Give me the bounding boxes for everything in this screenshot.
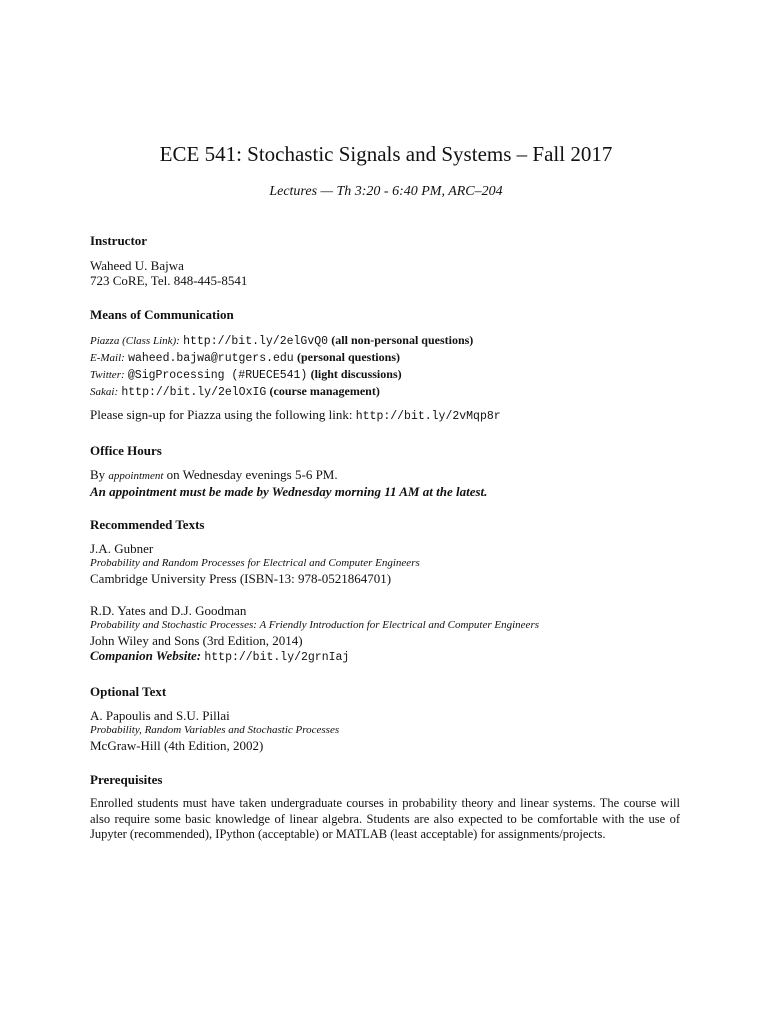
communication-heading: Means of Communication [90, 307, 234, 322]
book-title: Probability and Random Processes for Electrical and Computer Engineers [90, 557, 420, 569]
twitter-note: (light discussions) [310, 367, 402, 381]
book-authors: A. Papoulis and S.U. Pillai [90, 708, 230, 723]
book-publisher: Cambridge University Press (ISBN-13: 978-0521864701) [90, 571, 392, 586]
piazza-label: Piazza (Class Link): [90, 335, 180, 347]
piazza-link[interactable]: http://bit.ly/2elGvQ0 [183, 335, 329, 348]
book-publisher: McGraw-Hill (4th Edition, 2002) [90, 738, 264, 753]
optional-heading: Optional Text [90, 684, 167, 699]
book-yates-goodman [90, 603, 682, 665]
email-label: E-Mail: [90, 352, 125, 364]
recommended-section [90, 517, 682, 533]
book-gubner [90, 541, 682, 586]
appointment-deadline: An appointment must be made by Wednesday morning 11 AM at the latest. [90, 484, 488, 499]
office-hours-when: on Wednesday evenings 5-6 PM. [166, 467, 338, 482]
piazza-row [90, 332, 682, 349]
signup-text: Please sign-up for Piazza using the following link: [90, 407, 353, 422]
twitter-label: Twitter: [90, 369, 125, 381]
office-hours-by: By [90, 467, 106, 482]
instructor-info [90, 258, 682, 288]
companion-link[interactable]: http://bit.ly/2grnIaj [204, 651, 350, 664]
book-publisher: John Wiley and Sons (3rd Edition, 2014) [90, 633, 303, 648]
prerequisites-heading: Prerequisites [90, 772, 163, 787]
communication-section [90, 307, 682, 323]
office-hours-info [90, 467, 682, 499]
office-hours-heading: Office Hours [90, 443, 162, 458]
book-authors: J.A. Gubner [90, 541, 154, 556]
optional-section [90, 684, 682, 700]
sakai-note: (course management) [269, 384, 380, 398]
signup-link[interactable]: http://bit.ly/2vMqp8r [355, 410, 501, 423]
book-title: Probability, Random Variables and Stochastic Processes [90, 724, 340, 736]
sakai-row [90, 383, 682, 400]
prerequisites-section [90, 772, 682, 788]
piazza-signup [90, 407, 682, 424]
twitter-link[interactable]: @SigProcessing (#RUECE541) [127, 369, 308, 382]
recommended-heading: Recommended Texts [90, 517, 205, 532]
companion-label: Companion Website: [90, 648, 202, 663]
appointment-word: appointment [108, 470, 164, 482]
book-papoulis [90, 708, 682, 753]
piazza-note: (all non-personal questions) [331, 333, 474, 347]
communication-list [90, 332, 682, 400]
sakai-label: Sakai: [90, 386, 119, 398]
sakai-link[interactable]: http://bit.ly/2elOxIG [121, 386, 267, 399]
companion-website-row [90, 648, 682, 665]
page-title: ECE 541: Stochastic Signals and Systems – Fall 2017 [159, 142, 613, 166]
instructor-office: 723 CoRE, Tel. 848-445-8541 [90, 273, 248, 288]
book-title: Probability and Stochastic Processes: A Friendly Introduction for Electrical and Computer Engineers [90, 619, 540, 631]
email-row [90, 349, 682, 366]
instructor-name: Waheed U. Bajwa [90, 258, 184, 273]
instructor-section [90, 233, 682, 249]
instructor-heading: Instructor [90, 233, 148, 248]
prerequisites-text: Enrolled students must have taken undergraduate courses in probability theory and linear systems. The course will also require some basic knowledge of linear algebra. Students are also expected to be comfortable with the use of Jupyter (recommended), IPython (acceptable) or MATLAB (least acceptable) for assignments/projects. [90, 796, 680, 841]
lecture-schedule: Lectures — Th 3:20 - 6:40 PM, ARC–204 [269, 184, 503, 199]
book-authors: R.D. Yates and D.J. Goodman [90, 603, 247, 618]
email-note: (personal questions) [296, 350, 400, 364]
office-hours-section [90, 443, 682, 459]
email-link[interactable]: waheed.bajwa@rutgers.edu [128, 352, 294, 365]
twitter-row [90, 366, 682, 383]
